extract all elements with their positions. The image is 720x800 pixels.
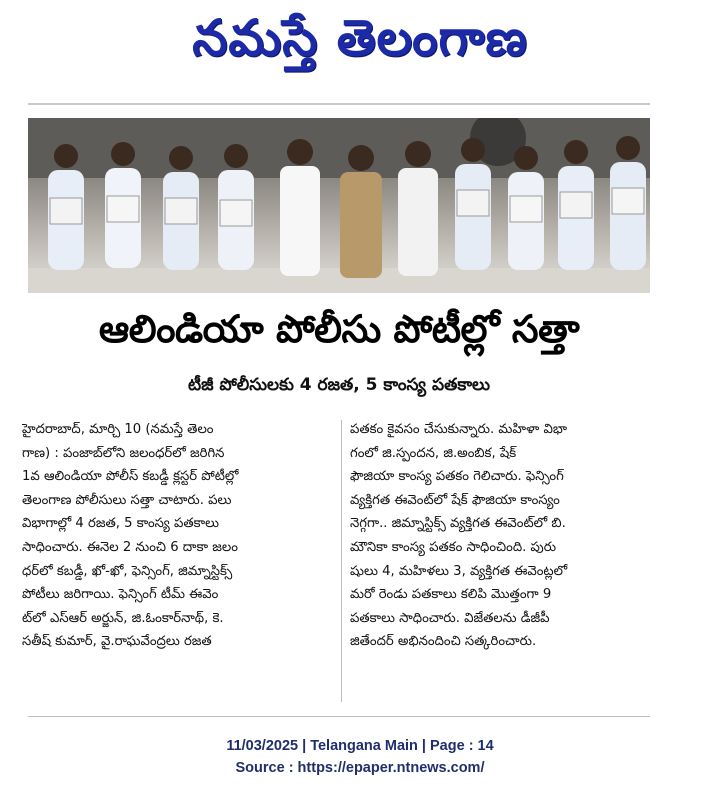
top-divider: [28, 103, 650, 105]
body-line: సతీష్ కుమార్, వై.రాఘవేంద్రలు రజత: [22, 634, 212, 650]
body-line: పతకాలు సాధించారు. విజేతలను డీజీపీ: [350, 610, 550, 626]
body-line: గాణ) : పంజాబ్‌లోని జలంధర్‌లో జరిగిన: [22, 445, 225, 461]
article-column-right: [350, 418, 668, 654]
article-subheadline: టీజీ పోలీసులకు 4 రజత, 5 కాంస్య పతకాలు: [188, 375, 490, 395]
body-line: హైదరాబాద్, మార్చి 10 (నమస్తే తెలం: [22, 422, 214, 437]
article-photo: [28, 118, 650, 293]
body-line: తెలంగాణ పోలీసులు సత్తా చాటారు. పలు: [22, 492, 232, 508]
body-line: పోటీలు జరిగాయి. ఫెన్సింగ్ టీమ్ ఈవెం: [22, 587, 219, 603]
article-column-left: [22, 418, 340, 654]
body-line: వ్యక్తిగత ఈవెంట్‌లో షేక్ ఫౌజియా కాంస్యం: [350, 492, 560, 508]
body-line: సాధించారు. ఈనెల 2 నుంచి 6 దాకా జలం: [22, 539, 238, 555]
body-line: 1వ ఆలిండియా పోలీస్ కబడ్డీ క్లస్టర్ పోటీల్లో: [22, 469, 239, 485]
body-line: పతకం కైవసం చేసుకున్నారు. మహిళా విభా: [350, 422, 567, 437]
body-line: మౌనికా కాంస్య పతకం సాధించింది. పురు: [350, 539, 557, 555]
newspaper-masthead: నమస్తే తెలంగాణ: [192, 8, 528, 67]
body-line: నెగ్గగా.. జిమ్నాస్టిక్స్ వ్యక్తిగత ఈవెంట్‌లో బి.: [350, 516, 566, 532]
bottom-divider: [28, 716, 650, 717]
body-line: మరో రెండు పతకాలు కలిపి మొత్తంగా 9: [350, 587, 552, 603]
group-photo-illustration: [28, 118, 650, 293]
body-line: జితేందర్ అభినందించి సత్కరించారు.: [350, 634, 537, 650]
body-line: ట్‌లో ఎస్ఆర్ అర్జున్, జి.ఓంకార్‌నాథ్, కె.: [22, 610, 224, 626]
edition-info: 11/03/2025 | Telangana Main | Page : 14: [226, 738, 494, 754]
body-line: ధర్‌లో కబడ్డీ, ఖో-ఖో, ఫెన్సింగ్, జిమ్నాస్టిక్స్: [22, 563, 233, 579]
body-line: విభాగాల్లో 4 రజత, 5 కాంస్య పతకాలు: [22, 516, 219, 532]
column-divider: [341, 420, 342, 702]
article-headline: ఆలిండియా పోలీసు పోటీల్లో సత్తా: [98, 307, 580, 351]
body-line: ఫౌజియా కాంస్య పతకం గెలిచారు. ఫెన్సింగ్: [350, 469, 564, 485]
body-line: గంలో జి.స్పందన, జి.అంబిక, షేక్: [350, 445, 517, 461]
source-link[interactable]: Source : https://epaper.ntnews.com/: [235, 760, 485, 776]
body-line: షులు 4, మహిళలు 3, వ్యక్తిగత ఈవెంట్లలో: [350, 563, 568, 579]
